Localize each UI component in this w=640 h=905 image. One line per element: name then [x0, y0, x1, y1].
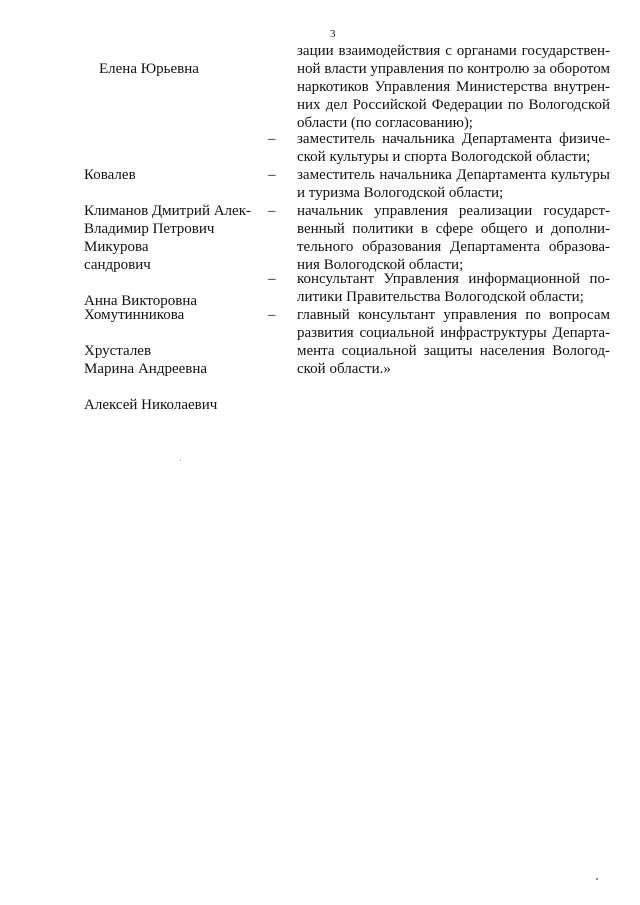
dash: –: [268, 271, 276, 287]
dash: –: [268, 307, 276, 323]
role-line: области (по согласованию);: [297, 115, 473, 131]
role-line: главный консультант управления по вопросам: [297, 307, 610, 323]
name-line: Елена Юрьевна: [99, 61, 199, 77]
person-role: [297, 202, 610, 274]
person-role: [297, 166, 610, 202]
dash: –: [268, 203, 276, 219]
person-name: [84, 42, 264, 96]
name-line: Алексей Николаевич: [84, 397, 218, 413]
name-line: сандрович: [84, 257, 151, 273]
name-line: Микурова: [84, 239, 149, 255]
name-line: Климанов Дмитрий Алек-: [84, 203, 251, 219]
role-line: заместитель начальника Департамента культуры: [297, 167, 610, 183]
role-line: литики Правительства Вологодской области;: [297, 289, 584, 305]
role-line: зации взаимодействия с органами государствен-: [297, 43, 610, 59]
page-number: 3: [330, 28, 336, 40]
name-line: Марина Андреевна: [84, 361, 208, 377]
role-line: начальник управления реализации государст-: [297, 203, 610, 219]
role-line: консультант Управления информационной по-: [297, 271, 610, 287]
role-line: заместитель начальника Департамента физиче-: [297, 131, 610, 147]
name-line: Владимир Петрович: [84, 221, 215, 237]
scan-speck: [180, 460, 181, 461]
role-line: тельного образования Департамента образова-: [297, 239, 610, 255]
role-line: наркотиков Управления Министерства внутрен-: [297, 79, 610, 95]
role-line: ской культуры и спорта Вологодской области;: [297, 149, 591, 165]
person-role: [297, 270, 610, 306]
person-role: [297, 130, 610, 166]
role-line: и туризма Вологодской области;: [297, 185, 504, 201]
role-line: них дел Российской Федерации по Вологодской: [297, 97, 610, 113]
person-role: [297, 42, 610, 132]
dash: –: [268, 167, 276, 183]
name-line: Хомутинникова: [84, 307, 185, 323]
name-line: Ковалев: [84, 167, 136, 183]
role-line: ния Вологодской области;: [297, 257, 464, 273]
person-name: [84, 306, 264, 450]
name-line: Хрусталев: [84, 343, 152, 359]
name-line: Анна Викторовна: [84, 293, 198, 309]
role-line: венный политики в сфере общего и дополни-: [297, 221, 610, 237]
dash: –: [268, 131, 276, 147]
scan-speck: [596, 878, 598, 880]
role-line: мента социальной защиты населения Вологод-: [297, 343, 610, 359]
role-line: ской области.»: [297, 361, 391, 377]
person-role: [297, 306, 610, 378]
role-line: развития социальной инфраструктуры Департа-: [297, 325, 610, 341]
role-line: ной власти управления по контролю за оборотом: [297, 61, 610, 77]
